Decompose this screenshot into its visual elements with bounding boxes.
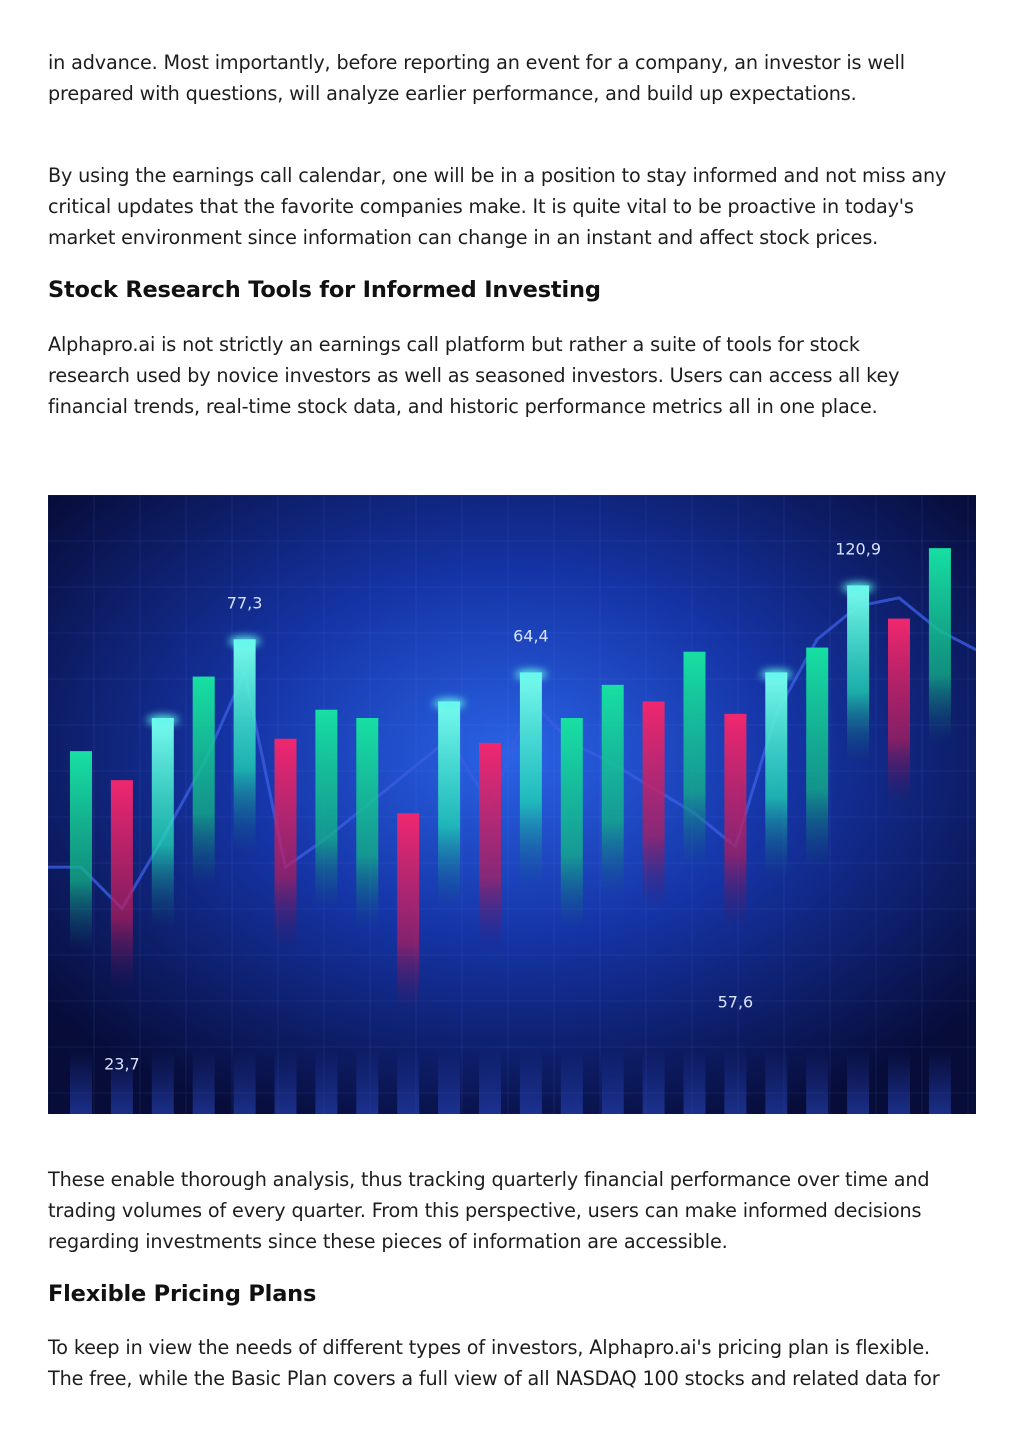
floor-bar: [520, 1050, 542, 1114]
section-heading-pricing: Flexible Pricing Plans: [48, 1281, 317, 1307]
paragraph-research-tools: [48, 329, 988, 422]
section-heading-research-tools: Stock Research Tools for Informed Investing: [48, 277, 601, 303]
text-line: market environment since information can change in an instant and affect stock prices.: [48, 226, 879, 249]
floor-bar: [193, 1050, 215, 1114]
paragraph-analysis: [48, 1164, 988, 1257]
bar-up: [561, 718, 583, 929]
text-line: By using the earnings call calendar, one will be in a position to stay informed and not miss any: [48, 164, 947, 187]
bar-highlight: [234, 639, 256, 854]
chart-svg: [48, 495, 976, 1114]
text-line: research used by novice investors as well as seasoned investors. Users can access all key: [48, 364, 900, 387]
floor-bar: [356, 1050, 378, 1114]
floor-bar: [643, 1050, 665, 1114]
text-line: These enable thorough analysis, thus tracking quarterly financial performance over time and: [48, 1168, 930, 1191]
bar-glow: [760, 669, 792, 679]
text-line: The free, while the Basic Plan covers a full view of all NASDAQ 100 stocks and related data for: [48, 1367, 940, 1390]
bar-highlight: [438, 701, 460, 908]
floor-bar: [479, 1050, 501, 1114]
floor-bar: [275, 1050, 297, 1114]
floor-bar: [152, 1050, 174, 1114]
bar-up: [806, 648, 828, 868]
bar-highlight: [847, 585, 869, 763]
floor-bar: [438, 1050, 460, 1114]
floor-bar: [561, 1050, 583, 1114]
floor-bar: [397, 1050, 419, 1114]
bar-glow: [515, 669, 547, 679]
paragraph-earnings-calendar: [48, 160, 988, 253]
bar-up: [684, 652, 706, 867]
text-line: critical updates that the favorite companies make. It is quite vital to be proactive in today's: [48, 195, 914, 218]
floor-bar: [234, 1050, 256, 1114]
floor-bar: [684, 1050, 706, 1114]
floor-bar: [70, 1050, 92, 1114]
floor-bar: [602, 1050, 624, 1114]
floor-bar: [315, 1050, 337, 1114]
stock-chart-illustration: [48, 495, 976, 1114]
bar-highlight: [520, 672, 542, 887]
bar-up: [315, 710, 337, 909]
chart-background: [48, 495, 976, 1114]
value-label: 57,6: [717, 992, 754, 1012]
bar-up: [193, 677, 215, 888]
text-line: regarding investments since these pieces of information are accessible.: [48, 1230, 728, 1253]
text-line: financial trends, real-time stock data, and historic performance metrics all in one place.: [48, 395, 878, 418]
text-line: To keep in view the needs of different types of investors, Alphapro.ai's pricing plan is flexible.: [48, 1336, 930, 1359]
bar-up: [70, 751, 92, 950]
floor-bar: [806, 1050, 828, 1114]
bar-down: [275, 739, 297, 950]
value-label: 77,3: [226, 593, 263, 613]
bar-glow: [842, 582, 874, 592]
bar-highlight: [765, 672, 787, 879]
bar-up: [356, 718, 378, 929]
bar-down: [888, 619, 910, 805]
text-line: in advance. Most importantly, before reporting an event for a company, an investor is well: [48, 51, 905, 74]
bar-down: [397, 813, 419, 1012]
floor-bar: [765, 1050, 787, 1114]
bar-glow: [147, 715, 179, 725]
floor-bar: [724, 1050, 746, 1114]
bar-up: [602, 685, 624, 896]
text-line: prepared with questions, will analyze earlier performance, and build up expectations.: [48, 82, 857, 105]
floor-bar: [929, 1050, 951, 1114]
text-line: trading volumes of every quarter. From this perspective, users can make informed decisions: [48, 1199, 922, 1222]
bar-down: [643, 701, 665, 908]
value-label: 23,7: [104, 1054, 140, 1074]
bar-highlight: [152, 718, 174, 929]
bar-down: [111, 780, 133, 991]
text-line: Alphapro.ai is not strictly an earnings call platform but rather a suite of tools for stock: [48, 333, 860, 356]
floor-bar: [847, 1050, 869, 1114]
bar-glow: [229, 636, 261, 646]
value-label: 64,4: [513, 626, 549, 646]
floor-bar: [888, 1050, 910, 1114]
bar-down: [479, 743, 501, 950]
paragraph-pricing: [48, 1332, 988, 1394]
bar-up: [929, 548, 951, 743]
bar-glow: [433, 698, 465, 708]
bar-down: [724, 714, 746, 929]
paragraph-earnings-prep: [48, 47, 988, 109]
value-label: 120,9: [835, 539, 882, 559]
